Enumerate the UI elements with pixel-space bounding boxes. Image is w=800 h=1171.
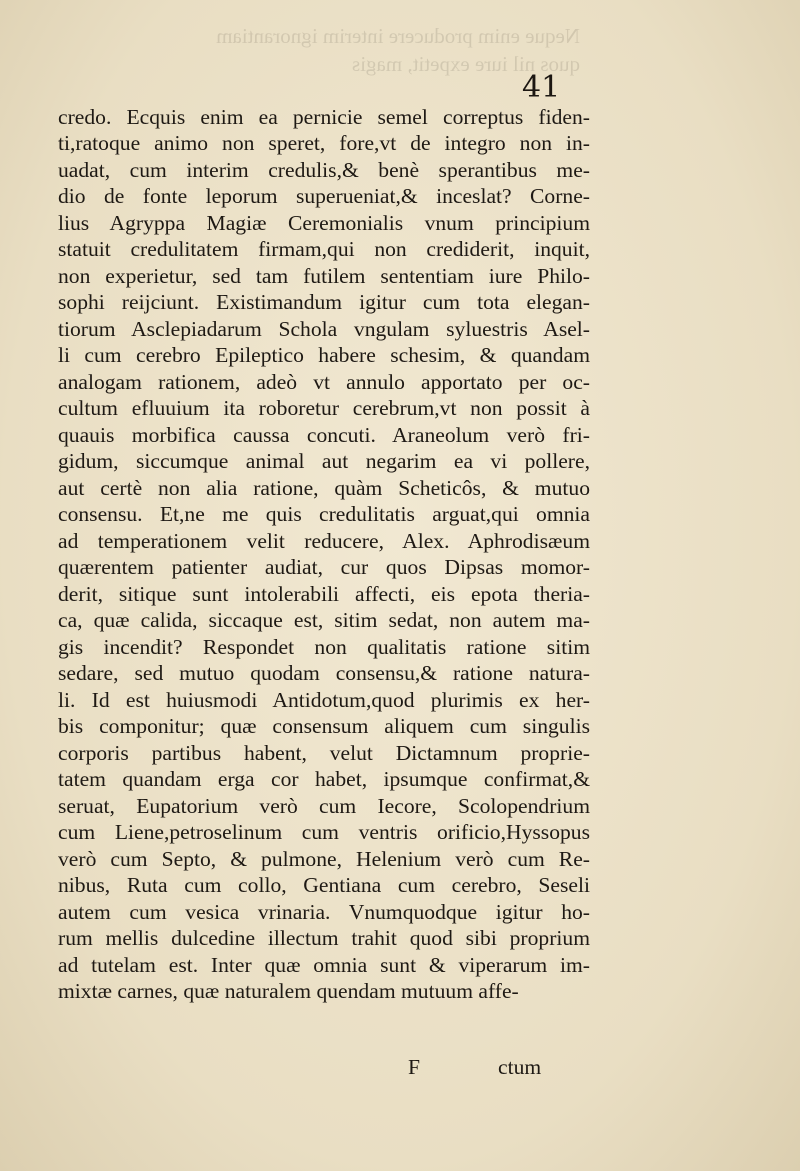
text-line: mixtæ carnes, quæ naturalem quendam mutuum affe- xyxy=(58,978,519,1003)
text-line: ad tutelam est. Inter quæ omnia sunt & viperarum im- xyxy=(58,952,590,977)
text-line: uadat, cum interim credulis,& benè sperantibus me- xyxy=(58,157,590,182)
text-line: non experietur, sed tam futilem sententiam iure Philo- xyxy=(58,263,590,288)
text-line: gis incendit? Respondet non qualitatis ratione sitim xyxy=(58,634,590,659)
text-line: bis componitur; quæ consensum aliquem cum singulis xyxy=(58,714,590,739)
page-number: 41 xyxy=(522,70,561,105)
body-text xyxy=(58,104,590,1004)
catchword: ctum xyxy=(498,1055,542,1079)
text-line: quærentem patienter audiat, cur quos Dipsas momor- xyxy=(58,555,590,580)
text-line: ti,ratoque animo non speret, fore,vt de integro non in- xyxy=(58,131,590,156)
text-line: statuit credulitatem firmam,qui non crediderit, inquit, xyxy=(58,237,590,262)
text-line: tatem quandam erga cor habet, ipsumque confirmat,& xyxy=(58,767,590,792)
text-line: cultum efluuium ita roboretur cerebrum,vt non possit à xyxy=(58,396,590,421)
text-line: ad temperationem velit reducere, Alex. Aphrodisæum xyxy=(58,528,590,553)
text-line: autem cum vesica vrinaria. Vnumquodque igitur ho- xyxy=(58,899,590,924)
text-line: sophi reijciunt. Existimandum igitur cum tota elegan- xyxy=(58,290,590,315)
text-line: tiorum Asclepiadarum Schola vngulam syluestris Asel- xyxy=(58,316,590,341)
footer-line xyxy=(58,1055,590,1085)
text-line: li. Id est huiusmodi Antidotum,quod plurimis ex her- xyxy=(58,687,590,712)
text-line: lius Agryppa Magiæ Ceremonialis vnum principium xyxy=(58,210,590,235)
text-line: cum Liene,petroselinum cum ventris orificio,Hyssopus xyxy=(58,820,590,845)
text-line: consensu. Et,ne me quis credulitatis arguat,qui omnia xyxy=(58,502,590,527)
text-line: credo. Ecquis enim ea pernicie semel correptus fiden- xyxy=(58,105,590,129)
text-line: corporis partibus habent, velut Dictamnum proprie- xyxy=(58,740,590,765)
text-line: analogam rationem, adeò vt annulo apportato per oc- xyxy=(58,369,590,394)
text-line: li cum cerebro Epileptico habere schesim, & quandam xyxy=(58,343,590,368)
text-line: ca, quæ calida, siccaque est, sitim sedat, non autem ma- xyxy=(58,608,590,633)
text-line: sedare, sed mutuo quodam consensu,& ratione natura- xyxy=(58,661,590,686)
text-line: verò cum Septo, & pulmone, Helenium verò cum Re- xyxy=(58,846,590,871)
text-line: quauis morbifica caussa concuti. Araneolum verò fri- xyxy=(58,422,590,447)
text-line: derit, sitique sunt intolerabili affecti, eis epota theria- xyxy=(58,581,590,606)
text-line: nibus, Ruta cum collo, Gentiana cum cerebro, Seseli xyxy=(58,873,590,898)
text-line: dio de fonte leporum superueniat,& inceslat? Corne- xyxy=(58,184,590,209)
text-line: seruat, Eupatorium verò cum Iecore, Scolopendrium xyxy=(58,793,590,818)
text-line: aut certè non alia ratione, quàm Scheticôs, & mutuo xyxy=(58,475,590,500)
text-line: gidum, siccumque animal aut negarim ea vi pollere, xyxy=(58,449,590,474)
signature-mark: F xyxy=(408,1055,421,1079)
show-through-text: Neque enim producere interim ignorantiam quos nil iure expetit, magis xyxy=(216,24,580,76)
text-line: rum mellis dulcedine illectum trahit quod sibi proprium xyxy=(58,926,590,951)
